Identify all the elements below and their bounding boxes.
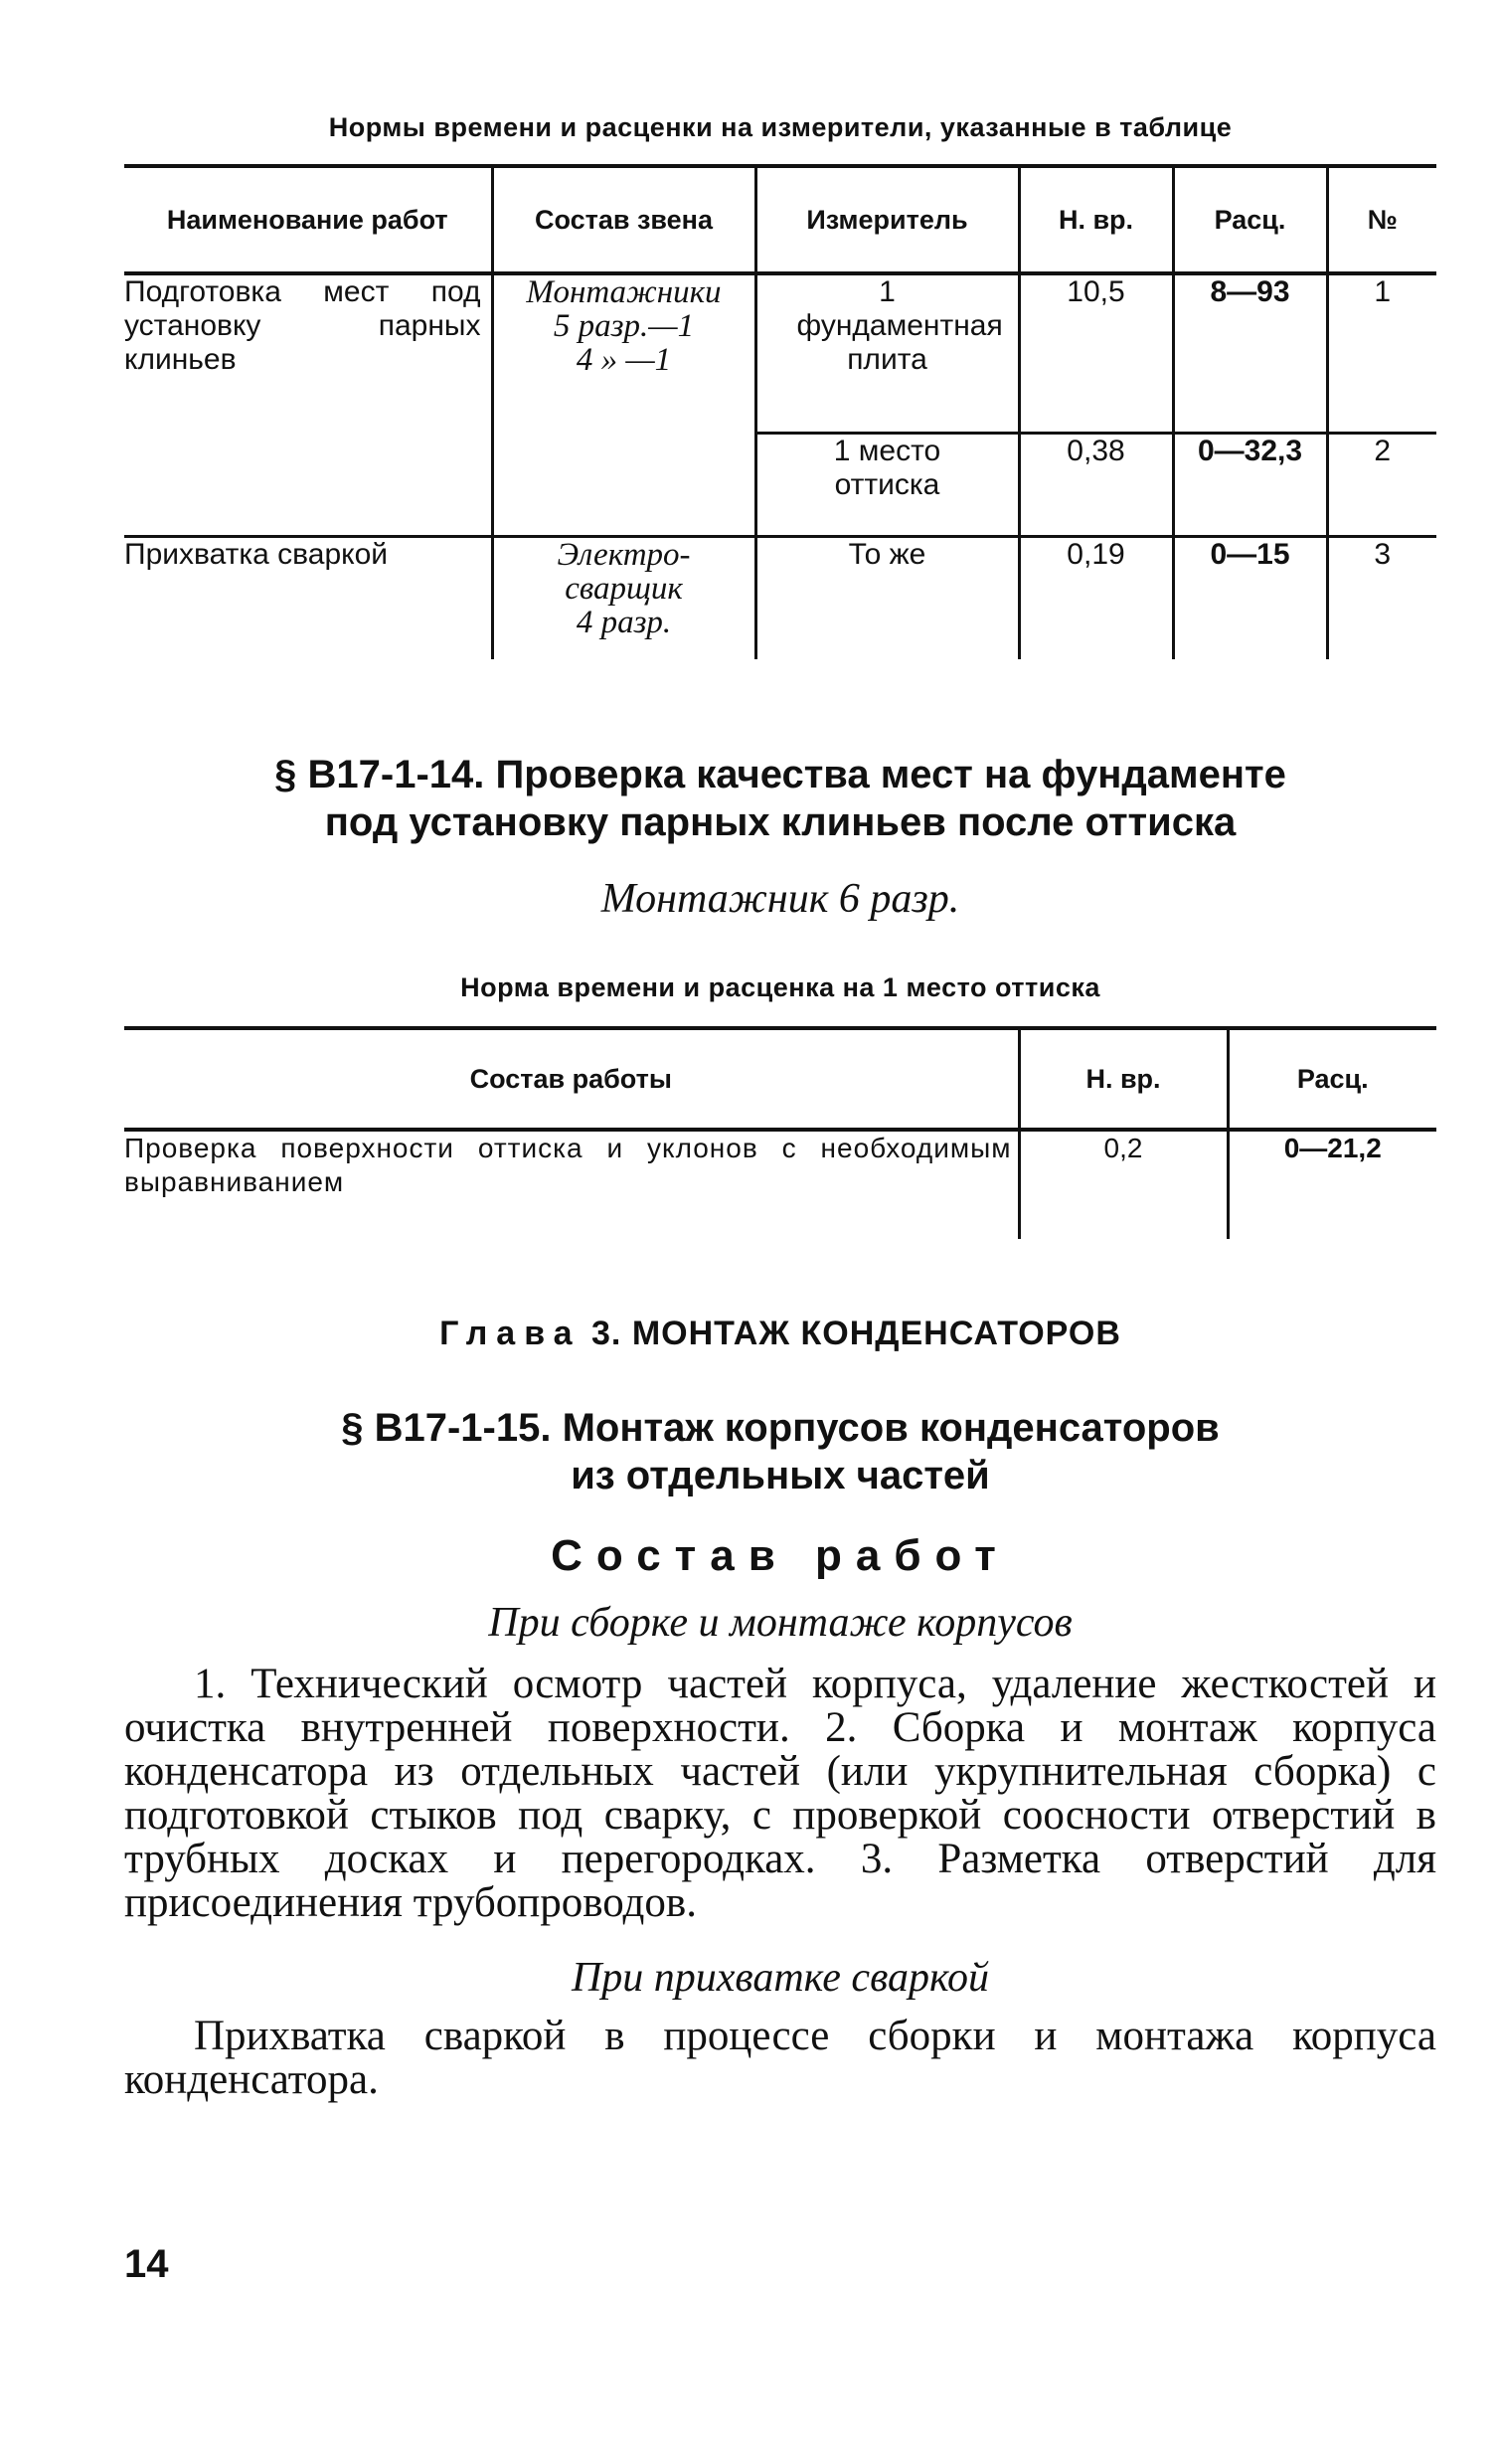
crew-line: 5 разр.—1 — [553, 308, 695, 344]
col-header-time-norm: Н. вр. — [1019, 1028, 1228, 1130]
crew-cell — [492, 536, 755, 659]
col-header-work-composition: Состав работы — [124, 1028, 1019, 1130]
crew-line: сварщик — [565, 570, 683, 607]
number-cell: 2 — [1327, 433, 1436, 536]
table-row — [124, 536, 1436, 659]
section-title — [124, 1404, 1436, 1499]
work-name-cell: Подготовка мест под установку парных клиньев — [124, 275, 481, 376]
table1-caption: Нормы времени и расценки на измерители, указанные в таблице — [328, 112, 1233, 142]
crew-cell — [492, 273, 755, 536]
chapter-label: Глава — [439, 1315, 582, 1352]
col-header-work-name: Наименование работ — [124, 166, 492, 273]
col-header-number: № — [1327, 166, 1436, 273]
crew-line: 4 » —1 — [576, 342, 672, 378]
work-composition-cell: Проверка поверхности оттиска и уклонов с необходимым выравниванием — [124, 1133, 1012, 1197]
price-cell: 0—21,2 — [1228, 1130, 1436, 1239]
number-cell: 3 — [1327, 536, 1436, 659]
col-header-price: Расц. — [1228, 1028, 1436, 1130]
time-norm-cell: 0,38 — [1019, 433, 1173, 536]
page-number: 14 — [124, 2242, 169, 2286]
col-header-crew: Состав звена — [492, 166, 755, 273]
chapter-title: 3. МОНТАЖ КОНДЕНСАТОРОВ — [591, 1315, 1121, 1352]
table-header-row — [124, 1028, 1436, 1130]
col-header-unit: Измеритель — [755, 166, 1019, 273]
unit-cell: То же — [755, 536, 1019, 659]
table2-caption: Норма времени и расценка на 1 место оттиска — [460, 972, 1100, 1002]
price-cell: 8—93 — [1173, 273, 1327, 433]
section-title-line: § В17-1-15. Монтаж корпусов конденсаторов — [341, 1406, 1220, 1450]
unit-cell: 1 фундаментная плита — [755, 273, 1019, 433]
time-norm-cell: 10,5 — [1019, 273, 1173, 433]
worker-grade: Монтажник 6 разр. — [600, 876, 960, 922]
time-norm-cell: 0,19 — [1019, 536, 1173, 659]
table-header-row — [124, 166, 1436, 273]
crew-line: Электро- — [557, 536, 691, 573]
chapter-heading — [124, 1315, 1436, 1353]
subheading-welding: При прихватке сваркой — [571, 1955, 990, 2001]
col-header-price: Расц. — [1173, 166, 1327, 273]
price-cell: 0—15 — [1173, 536, 1327, 659]
section-title-line: § В17-1-14. Проверка качества мест на фундаменте — [274, 753, 1286, 796]
section-title — [124, 751, 1436, 846]
paragraph-welding: Прихватка сваркой в процессе сборки и монтажа корпуса конденсатора. — [124, 2013, 1436, 2103]
price-cell: 0—32,3 — [1173, 433, 1327, 536]
number-cell: 1 — [1327, 273, 1436, 433]
norms-table-1 — [124, 164, 1436, 659]
time-norm-cell: 0,2 — [1019, 1130, 1228, 1239]
paragraph-assembly: 1. Технический осмотр частей корпуса, удаление жесткостей и очистка внутренней поверхности. 2. Сборка и монтаж корпуса конденсатора из отдельных частей (или укрупнительная сборка) с подготовкой стыков под сварку, с проверкой соосности отверстий в трубных досках и перегородках. 3. Разметка отверстий для присоединения трубопроводов. — [124, 1661, 1436, 1926]
work-composition-heading: Состав работ — [551, 1531, 1010, 1580]
section-title-line: под установку парных клиньев после оттиска — [324, 800, 1237, 844]
col-header-time-norm: Н. вр. — [1019, 166, 1173, 273]
crew-line: Монтажники — [526, 274, 722, 310]
section-title-line: из отдельных частей — [571, 1454, 990, 1497]
work-name-cell: Прихватка сваркой — [124, 536, 492, 659]
table-row — [124, 273, 1436, 433]
table-row — [124, 1130, 1436, 1239]
norms-table-2 — [124, 1026, 1436, 1239]
unit-cell: 1 место оттиска — [755, 433, 1019, 536]
crew-line: 4 разр. — [576, 604, 672, 640]
subheading-assembly: При сборке и монтаже корпусов — [488, 1600, 1073, 1646]
